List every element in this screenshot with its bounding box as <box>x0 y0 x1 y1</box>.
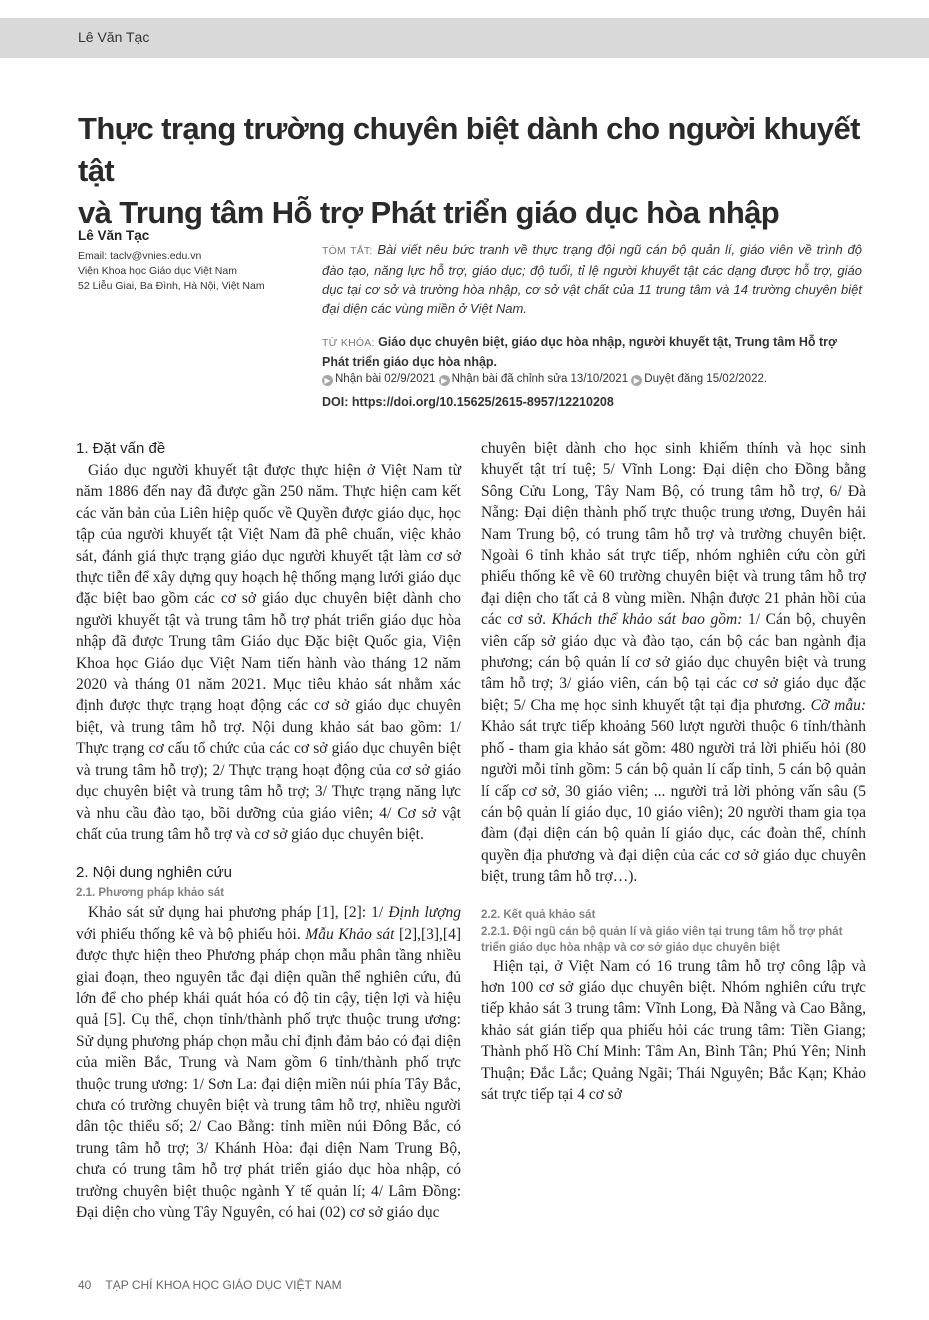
arrow-icon: ▶ <box>631 375 642 386</box>
paragraph: Hiện tại, ở Việt Nam có 16 trung tâm hỗ trợ công lập và hơn 100 cơ sở giáo dục chuyên biệt. Nhóm nghiên cứu trực tiếp khảo sát 3 trung tâm: Vĩnh Long, Đà Nẵng và Cao Bằng, khảo sát gián tiếp qua phiếu hỏi các trung tâm: Tiền Giang; Thành phố Hồ Chí Minh: Tâm An, Bình Tân; Phú Yên; Ninh Thuận; Đắc Lắc; Quảng Ngãi; Thái Nguyên; Bắc Kạn; Khảo sát trực tiếp tại 4 cơ sở <box>481 957 866 1103</box>
author-affiliation: Viện Khoa học Giáo dục Việt Nam <box>78 265 237 277</box>
keywords-text: Giáo dục chuyên biệt, giáo dục hòa nhập, người khuyết tật, Trung tâm Hỗ trợ Phát triển giáo dục hòa nhập. <box>322 335 837 369</box>
page-number: 40 <box>78 1278 92 1292</box>
author-name: Lê Văn Tạc <box>78 228 150 243</box>
running-header-author: Lê Văn Tạc <box>78 29 150 45</box>
abstract-text: Bài viết nêu bức tranh về thực trạng đội ngũ cán bộ quản lí, giáo viên về trình độ đào tạo, năng lực hỗ trợ, giáo dục; độ tuổi, tỉ lệ người khuyết tật các dạng được hỗ trợ, giáo dục tại cơ sở và trường hòa nhập, cơ sở vật chất của 11 trung tâm và 14 trường chuyên biệt đại diện các vùng miền ở Việt Nam. <box>322 242 862 316</box>
subsubsection-heading: 2.2.1. Đội ngũ cán bộ quản lí và giáo viên tại trung tâm hỗ trợ phát triển giáo dục hòa nhập và cơ sở giáo dục chuyên biệt <box>481 925 843 954</box>
abstract-label: TÓM TẮT: <box>322 245 373 257</box>
arrow-icon: ▶ <box>322 375 333 386</box>
page-footer <box>78 1278 342 1292</box>
subsection-heading: 2.1. Phương pháp khảo sát <box>76 887 225 900</box>
article-title <box>78 108 868 234</box>
accepted-date: Duyệt đăng 15/02/2022. <box>644 373 768 385</box>
running-header <box>0 18 929 58</box>
received-date: Nhận bài 02/9/2021 <box>335 373 436 385</box>
keywords-label: TỪ KHÓA: <box>322 337 375 349</box>
paragraph: chuyên biệt dành cho học sinh khiếm thính và học sinh khuyết tật trí tuệ; 5/ Vĩnh Long: Đại diện cho Đồng bằng Sông Cửu Long, Tây Nam Bộ, có trung tâm hỗ trợ, 6/ Đà Nẵng: Đại diện thành phố trực thuộc trung ương, Duyên hải Nam Trung bộ, có trung tâm hỗ trợ và trường chuyên biệt. Ngoài 6 tỉnh khảo sát trực tiếp, nhóm nghiên cứu còn gửi phiếu thống kê về 60 trường chuyên biệt và trung tâm hỗ trợ đại diện cho tất cả 8 vùng miền. Nhận được 21 phản hồi của các cơ sở. Khách thể khảo sát bao gồm: 1/ Cán bộ, chuyên viên cấp sở giáo dục và đào tạo, cán bộ các ban ngành địa phương; cán bộ quản lí cơ sở giáo dục chuyên biệt và trung tâm hỗ trợ; 3/ giáo viên, cán bộ tại các cơ sở giáo dục đặc biệt; 5/ Cha mẹ học sinh khuyết tật tại địa phương. Cỡ mẫu: Khảo sát trực tiếp khoảng 560 lượt người thuộc 6 tỉnh/thành phố - tham gia khảo sát gồm: 480 người trả lời phiếu hỏi (80 người mỗi tỉnh gồm: 5 cán bộ quản lí cấp tỉnh, 5 cán bộ quản lí cấp cơ sở, 30 giáo viên; ... người trả lời phỏng vấn sâu (5 cán bộ quản lí giáo dục, 10 giáo viên); 20 người tham gia tọa đàm (đại diện cán bộ quản lí giáo dục, các đoàn thể, chính quyền địa phương và đại diện của các cơ sở giáo dục chuyên biệt, trung tâm hỗ trợ…). <box>481 440 866 886</box>
keywords <box>322 333 862 372</box>
article-dates <box>322 373 862 386</box>
left-column <box>76 438 461 1223</box>
author-address: 52 Liễu Giai, Ba Đình, Hà Nội, Việt Nam <box>78 280 265 292</box>
revised-date: Nhận bài đã chỉnh sửa 13/10/2021 <box>451 373 629 385</box>
subsection-heading: 2.2. Kết quả khảo sát <box>481 908 596 921</box>
arrow-icon: ▶ <box>439 375 450 386</box>
doi-link[interactable]: DOI: https://doi.org/10.15625/2615-8957/12210208 <box>322 395 614 409</box>
article-title-line-1: Thực trạng trường chuyên biệt dành cho người khuyết tật <box>78 111 860 188</box>
section-heading: 1. Đặt vấn đề <box>76 440 166 457</box>
author-email: Email: taclv@vnies.edu.vn <box>78 250 202 262</box>
journal-name: TẠP CHÍ KHOA HỌC GIÁO DỤC VIỆT NAM <box>105 1278 342 1292</box>
article-title-line-2: và Trung tâm Hỗ trợ Phát triển giáo dục hòa nhập <box>78 195 780 230</box>
right-column <box>481 438 866 1105</box>
abstract <box>322 240 862 318</box>
section-heading: 2. Nội dung nghiên cứu <box>76 864 232 882</box>
paragraph: Khảo sát sử dụng hai phương pháp [1], [2]: 1/ Định lượng với phiếu thống kê và bộ phiếu hỏi. Mẫu Khảo sát [2],[3],[4] được thực hiện theo Phương pháp chọn mẫu phân tầng nhiều giai đoạn, theo nguyên tắc đại diện quần thể nghiên cứu, đủ lớn để cho phép khái quát hóa có độ tin cậy, tiện lợi và hiệu quả [5]. Cụ thể, chọn tỉnh/thành phố trực thuộc trung ương: Sử dụng phương pháp chọn mẫu chỉ định đảm bảo có đại diện của miền Bắc, Trung và Nam gồm 6 tỉnh/thành phố trực thuộc trung ương: 1/ Sơn La: đại diện miền núi phía Tây Bắc, chưa có trường chuyên biệt và trung tâm hỗ trợ, nhiều người dân tộc thiểu số; 2/ Cao Bằng: tỉnh miền núi Đông Bắc, có trung tâm hỗ trợ; 3/ Khánh Hòa: đại diện Nam Trung Bộ, chưa có trung tâm hỗ trợ phát triển giáo dục hòa nhập, có trường chuyên biệt thuộc ngành Y tế quản lí; 4/ Lâm Đồng: Đại diện cho vùng Tây Nguyên, có hai (02) cơ sở giáo dục <box>76 904 462 1221</box>
paragraph: Giáo dục người khuyết tật được thực hiện ở Việt Nam từ năm 1886 đến nay đã được gần 250 năm. Thực hiện cam kết các văn bản của Liên hiệp quốc về Quyền được giáo dục, học tập của người khuyết tật Việt Nam đã phê chuẩn, việc khảo sát, đánh giá thực trạng giáo dục người khuyết tật làm cơ sở thực tiễn để xây dựng quy hoạch hệ thống mạng lưới giáo dục đặc biệt bao gồm các cơ sở giáo dục chuyên biệt dành cho người khuyết tật và trung tâm hỗ trợ phát triển giáo dục hòa nhập đã được Trung tâm Giáo dục Đặc biệt Quốc gia, Viện Khoa học Giáo dục Việt Nam tiến hành vào tháng 12 năm 2020 và tháng 01 năm 2021. Mục tiêu khảo sát nhằm xác định được thực trạng hoạt động các cơ sở giáo dục chuyên biệt, và trung tâm hỗ trợ. Nội dung khảo sát bao gồm: 1/ Thực trạng cơ cấu tổ chức của các cơ sở giáo dục chuyên biệt và trung tâm hỗ trợ); 2/ Thực trạng hoạt động của cơ sở giáo dục chuyên biệt và trung tâm hỗ trợ; 3/ Thực trạng năng lực và nhu cầu đào tạo, bồi dưỡng của giáo viên; 4/ Cơ sở vật chất của trung tâm hỗ trợ và cơ sở giáo dục chuyên biệt. <box>76 462 461 843</box>
